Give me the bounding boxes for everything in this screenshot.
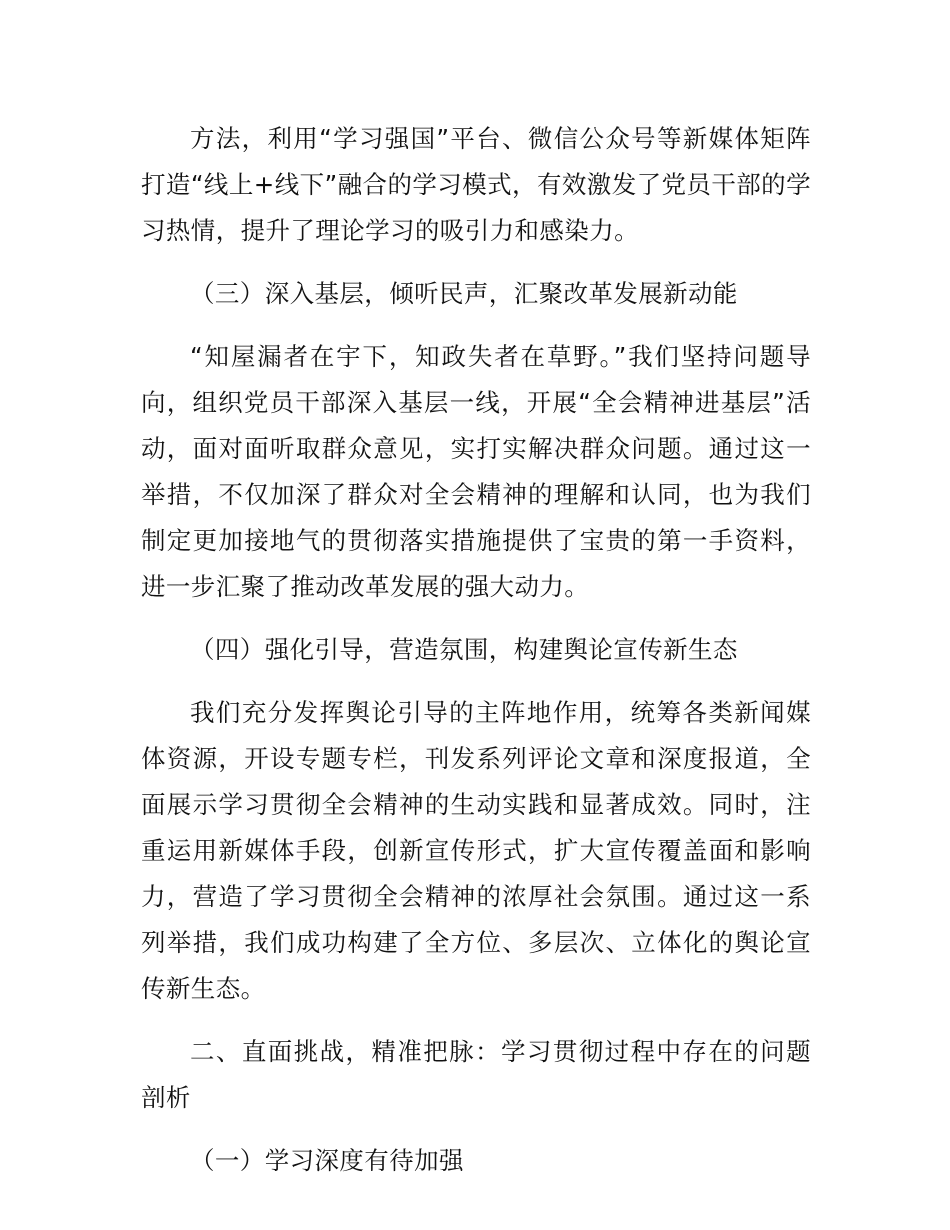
- paragraph-gap: [141, 1121, 811, 1138]
- section-heading-3: （三）深入基层，倾听民声，汇聚改革发展新动能: [190, 279, 738, 308]
- paragraph-grassroots: “知屋漏者在宇下，知政失者在草野。”我们坚持问题导向，组织党员干部深入基层一线，开展“全会精神进基层”活动，面对面听取群众意见，实打实解决群众问题。通过这一举措，不仅加深了群众对全会精神的理解和认同，也为我们制定更加接地气的贯彻落实措施提供了宝贵的第一手资料，进一步汇聚了推动改革发展的强大动力。: [141, 342, 811, 601]
- paragraph-continued: 方法，利用“学习强国”平台、微信公众号等新媒体矩阵打造“线上+线下”融合的学习模式，有效激发了党员干部的学习热情，提升了理论学习的吸引力和感染力。: [141, 124, 811, 245]
- paragraph-gap: [141, 610, 811, 627]
- paragraph-gap: [141, 673, 811, 690]
- chapter-heading-2: 二、直面挑战，精准把脉：学习贯彻过程中存在的问题剖析: [141, 1037, 811, 1112]
- paragraph-gap: [141, 1012, 811, 1029]
- section-heading-1: （一）学习深度有待加强: [190, 1146, 464, 1175]
- paragraph-publicity: 我们充分发挥舆论引导的主阵地作用，统筹各类新闻媒体资源，开设专题专栏，刊发系列评论文章和深度报道，全面展示学习贯彻全会精神的生动实践和显著成效。同时，注重运用新媒体手段，创新宣传形式，扩大宣传覆盖面和影响力，营造了学习贯彻全会精神的浓厚社会氛围。通过这一系列举措，我们成功构建了全方位、多层次、立体化的舆论宣传新生态。: [141, 698, 811, 1003]
- section-heading-4: （四）强化引导，营造氛围，构建舆论宣传新生态: [190, 635, 738, 664]
- paragraph-gap: [141, 254, 811, 271]
- document-body: [141, 116, 811, 1184]
- paragraph-gap: [141, 317, 811, 334]
